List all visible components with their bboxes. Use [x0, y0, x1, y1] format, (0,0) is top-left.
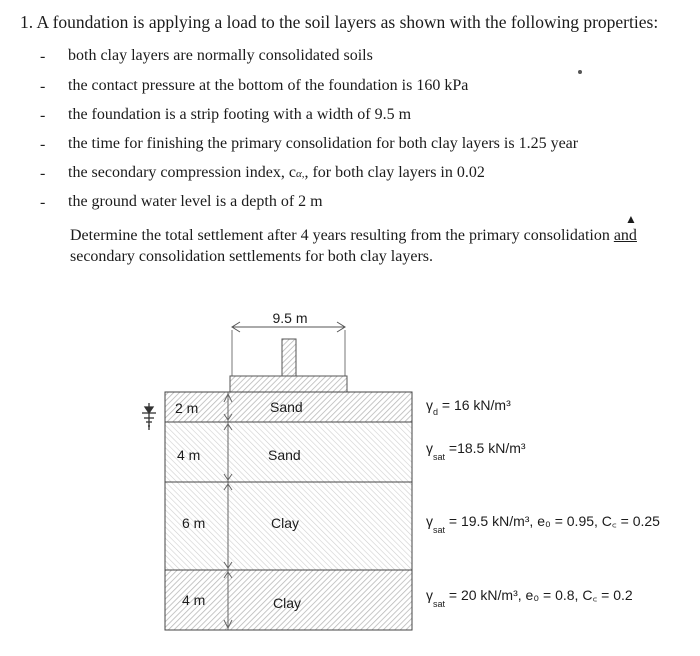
layer-1-soil: Sand: [270, 399, 303, 415]
layer-4-properties: [426, 587, 633, 609]
secondary-index-text-b: , for both clay layers in 0.02: [304, 164, 485, 181]
bullet-contact-pressure: the contact pressure at the bottom of the foundation is 160 kPa: [68, 77, 469, 94]
gamma-symbol: γ: [426, 397, 433, 413]
bullet-dash: -: [40, 48, 46, 65]
clay-1-parameters: = 19.5 kN/m³, e₀ = 0.95, C꜀ = 0.25: [445, 513, 660, 529]
footing-base: [230, 376, 347, 392]
gamma-subscript: sat: [433, 599, 446, 609]
bullet-dash: -: [40, 194, 46, 211]
layer-1-thickness: 2 m: [175, 400, 199, 416]
bullet-strip-footing: the foundation is a strip footing with a width of 9.5 m: [68, 106, 412, 123]
layer-3-properties: [426, 513, 660, 535]
question-title: 1. A foundation is applying a load to the soil layers as shown with the following properties:: [20, 12, 659, 32]
gamma-subscript: sat: [433, 452, 446, 462]
layer-2-properties: [426, 440, 526, 462]
layer-4-soil: Clay: [273, 595, 302, 611]
water-table-icon: [142, 403, 156, 430]
task-text-a: Determine the total settlement after 4 years resulting from the primary consolidation: [70, 227, 614, 244]
gamma-subscript: sat: [433, 525, 446, 535]
footing-column: [282, 339, 296, 376]
gamma-symbol: γ: [426, 513, 433, 529]
secondary-index-subscript: α,: [295, 168, 305, 180]
task-underlined-and: and: [613, 227, 637, 244]
bullet-water-level: the ground water level is a depth of 2 m: [68, 193, 323, 210]
layer-2-thickness: 4 m: [177, 447, 201, 463]
bullet-dash: -: [40, 107, 46, 124]
task-text-b: secondary consolidation settlements for both clay layers.: [70, 248, 434, 265]
unit-weight-value: =18.5 kN/m³: [445, 440, 526, 456]
layer-1-properties: [426, 397, 511, 417]
gamma-symbol: γ: [426, 587, 433, 603]
secondary-index-text-a: the secondary compression index, c: [68, 164, 296, 181]
gamma-symbol: γ: [426, 440, 433, 456]
bullet-dash: -: [40, 136, 46, 153]
layer-2-soil: Sand: [268, 447, 301, 463]
unit-weight-value: = 16 kN/m³: [438, 397, 511, 413]
layer-3-soil: Clay: [271, 515, 300, 531]
clay-2-parameters: = 20 kN/m³, e₀ = 0.8, C꜀ = 0.2: [445, 587, 633, 603]
gamma-subscript: d: [433, 407, 439, 417]
bullet-dash: -: [40, 78, 46, 95]
layer-4-thickness: 4 m: [182, 592, 206, 608]
layer-3-thickness: 6 m: [182, 515, 206, 531]
bullet-clay-nc: both clay layers are normally consolidated soils: [68, 47, 373, 64]
footing-width-label: 9.5 m: [272, 310, 308, 326]
bullet-primary-time: the time for finishing the primary consolidation for both clay layers is 1.25 year: [68, 135, 579, 152]
bullet-dash: -: [40, 165, 46, 182]
mouse-cursor-icon: ▲: [625, 212, 637, 226]
